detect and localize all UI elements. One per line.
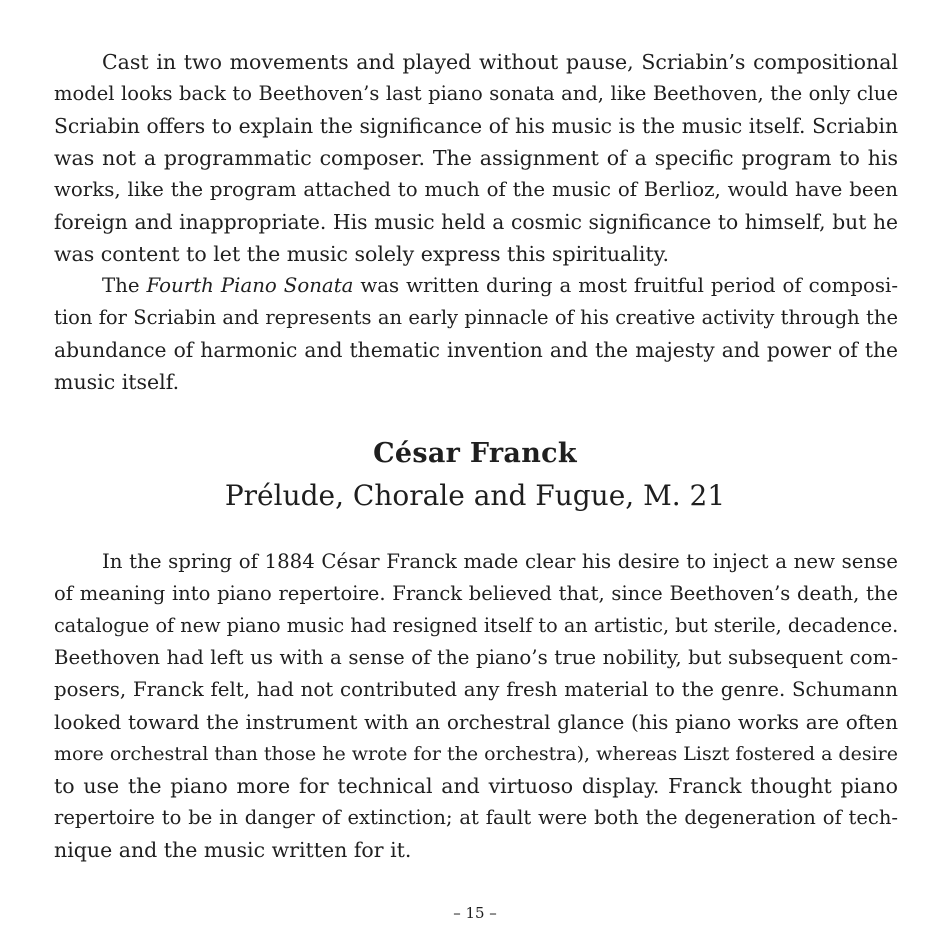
text-line: was not a programmatic composer. The assignment of a specific program to his — [54, 146, 898, 170]
work-heading: Prélude, Chorale and Fugue, M. 21 — [224, 479, 726, 512]
text-line: to use the piano more for technical and virtuoso display. Franck thought piano — [54, 774, 898, 798]
text-line: works, like the program attached to much of the music of Berlioz, would have been — [54, 178, 898, 201]
text-line: foreign and inappropriate. His music held a cosmic significance to himself, but he — [54, 210, 898, 234]
text-line: posers, Franck felt, had not contributed any fresh material to the genre. Schumann — [54, 678, 898, 701]
composer-heading: César Franck — [373, 438, 577, 469]
text-line: music itself. — [54, 370, 180, 394]
text-line: nique and the music written for it. — [54, 838, 412, 862]
text-line: tion for Scriabin and represents an early pinnacle of his creative activity through the — [54, 306, 898, 329]
work-title-italic: Fourth Piano Sonata — [146, 274, 354, 297]
text-run: The — [102, 274, 147, 297]
text-line: was content to let the music solely express this spirituality. — [54, 242, 669, 266]
text-line: repertoire to be in danger of extinction; at fault were both the degeneration of tech- — [54, 806, 898, 829]
text-line: Cast in two movements and played without pause, Scriabin’s compositional — [102, 50, 898, 74]
text-line: Beethoven had left us with a sense of the piano’s true nobility, but subsequent com- — [54, 646, 898, 669]
text-line: Scriabin offers to explain the significance of his music is the music itself. Scriabin — [54, 114, 898, 138]
text-line: model looks back to Beethoven’s last piano sonata and, like Beethoven, the only clue — [54, 82, 898, 105]
text-line: of meaning into piano repertoire. Franck believed that, since Beethoven’s death, the — [54, 582, 898, 605]
text-line: catalogue of new piano music had resigned itself to an artistic, but sterile, decadence. — [54, 614, 898, 637]
paragraph-franck-1 — [54, 546, 898, 866]
paragraph-scriabin-2 — [54, 270, 898, 398]
paragraph-scriabin-1 — [54, 46, 898, 270]
page-number: – 15 – — [453, 904, 497, 922]
text-line — [54, 270, 898, 302]
text-line: In the spring of 1884 César Franck made clear his desire to inject a new sense — [102, 550, 898, 573]
text-run: was written during a most fruitful period of composi- — [353, 274, 898, 297]
text-line: abundance of harmonic and thematic invention and the majesty and power of the — [54, 338, 898, 362]
text-line: looked toward the instrument with an orchestral glance (his piano works are often — [54, 710, 898, 734]
text-line: more orchestral than those he wrote for the orchestra), whereas Liszt fostered a desire — [54, 743, 898, 765]
